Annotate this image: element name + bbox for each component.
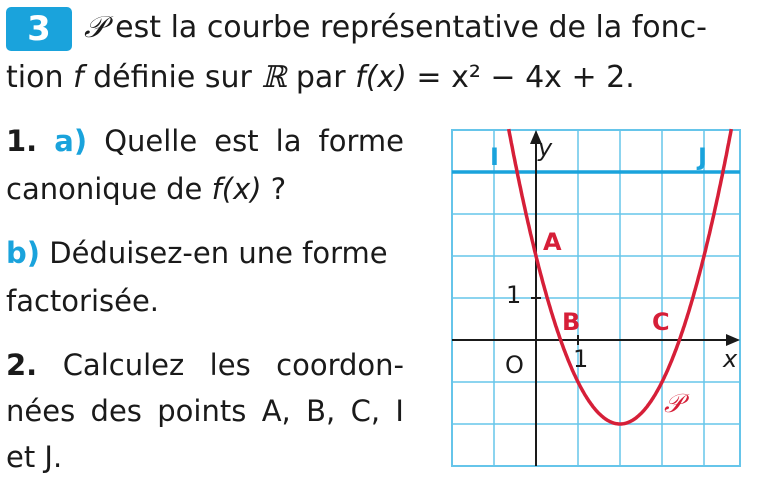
- point-a-label: A: [543, 228, 562, 256]
- intro-line-2: [6, 58, 635, 98]
- question-1b-line-2: factorisée.: [6, 284, 160, 318]
- question-1b-line-1: [6, 232, 404, 275]
- question-2-line-1: [6, 344, 404, 387]
- grid: [452, 130, 740, 466]
- question-2-line-2: nées des points A, B, C, I: [6, 394, 404, 428]
- point-i-label: I: [490, 143, 499, 171]
- y-tick-label-1: 1: [506, 281, 522, 309]
- intro-line-1: [84, 8, 707, 48]
- question-1a-text: Quelle est la forme: [104, 124, 405, 158]
- intro-text-2c: définie sur: [83, 60, 262, 95]
- parabola-graph: [440, 124, 750, 472]
- curve-symbol: 𝒫: [84, 10, 106, 45]
- reals-symbol: ℝ: [261, 60, 287, 95]
- point-j-label: J: [698, 143, 707, 171]
- question-1a-text-2: canonique de: [6, 172, 212, 206]
- question-1-number: 1.: [6, 124, 38, 158]
- function-expression-fx: f(x): [355, 60, 407, 95]
- origin-label: O: [505, 351, 524, 379]
- intro-text-2a: tion: [6, 60, 74, 95]
- function-equation: = x² − 4x + 2.: [406, 60, 635, 95]
- exercise-number-badge: 3: [6, 7, 72, 51]
- question-1b-label: b): [6, 236, 41, 270]
- question-1a-text-3: ?: [261, 172, 287, 206]
- intro-text-2d: par: [286, 60, 356, 95]
- question-1a-line-1: [6, 120, 404, 163]
- x-axis-label: x: [723, 345, 738, 373]
- question-2-number: 2.: [6, 348, 38, 382]
- question-1b-text: Déduisez-en une forme: [49, 236, 388, 270]
- question-2-text-1: Calculez les coordon-: [62, 348, 405, 382]
- point-b-label: B: [562, 308, 581, 336]
- x-tick-label-1: 1: [573, 345, 589, 373]
- intro-text-1: est la courbe représentative de la fonc-: [105, 10, 707, 45]
- question-1a-fx: f(x): [211, 172, 262, 206]
- y-axis-label: y: [538, 134, 553, 162]
- point-c-label: C: [652, 308, 670, 336]
- question-2-line-3: et J.: [6, 440, 63, 474]
- question-1a-line-2: [6, 168, 286, 211]
- function-name: f: [73, 60, 84, 95]
- curve-label: 𝒫: [664, 389, 683, 419]
- question-1a-label: a): [54, 124, 88, 158]
